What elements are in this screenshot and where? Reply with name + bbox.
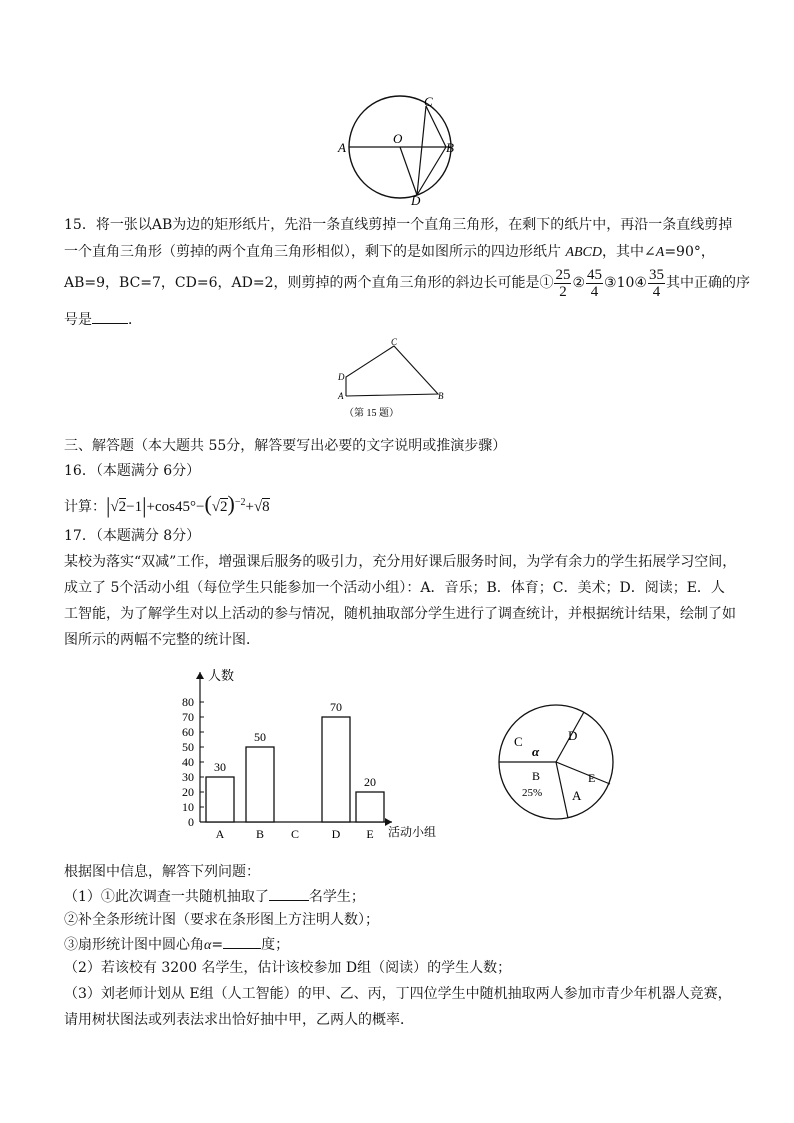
answer-blank[interactable] (92, 309, 128, 324)
y-axis-arrow (196, 672, 204, 679)
y-tick-label: 30 (182, 770, 194, 784)
label-C: C (424, 94, 433, 109)
x-axis-label: 活动小组 (388, 825, 437, 839)
y-tick-label: 70 (182, 710, 194, 724)
pie-slice-B-percent: 25% (522, 787, 543, 799)
fig15-label-B: B (438, 391, 444, 401)
x-tick-label: C (290, 827, 300, 841)
q17-sub-3: （3）刘老师计划从 E组（人工智能）的甲、乙、丙，丁四位学生中随机抽取两人参加市青少年机器人竞赛， (64, 986, 732, 1002)
fig15-label-D: D (338, 372, 345, 382)
bar-D-data-label: 70 (330, 700, 342, 714)
q17-instruction: 根据图中信息，解答下列问题： (64, 864, 260, 880)
label-B: B (446, 140, 454, 155)
q15-line4: 号是 ． (64, 309, 142, 330)
circle-figure (330, 94, 470, 206)
q16-expression: 计算：$|√2-1|+\cos 45^\circ-(√2)^{-2}+√8$ (64, 491, 270, 518)
bar-B-data-label: 50 (254, 730, 266, 744)
fig15-label-A: A (338, 391, 344, 401)
y-tick-label: 10 (182, 800, 194, 814)
pie-slice-D-label: D (568, 728, 578, 743)
q15-line1: 15．将一张以AB为边的矩形纸片，先沿一条直线剪掉一个直角三角形，在剩下的纸片中，再沿一条直线剪掉 (64, 217, 733, 233)
bar-E (356, 792, 384, 822)
q17-sub-3-cont: 请用树状图法或列表法求出恰好抽中甲，乙两人的概率． (64, 1012, 414, 1028)
fig15-caption: （第 15 题） (344, 408, 399, 419)
label-A: A (338, 140, 346, 155)
x-tick-label: D (331, 827, 341, 841)
section-3-heading: 三、解答题（本大题共 55分，解答要写出必要的文字说明或推演步骤） (64, 438, 507, 454)
quadrilateral-figure (334, 336, 454, 420)
pie-slice-B-label: B (532, 769, 541, 783)
bar-A-data-label: 30 (214, 760, 226, 774)
answer-blank-count[interactable] (269, 886, 309, 901)
bar-E-data-label: 20 (364, 775, 376, 789)
pie-chart (494, 700, 618, 824)
pie-slice-C-label: C (514, 734, 523, 749)
bar-D (322, 717, 350, 822)
q16-title: 16．（本题满分 6分） (64, 463, 201, 479)
x-tick-label: B (255, 827, 265, 841)
y-tick-label: 0 (188, 815, 194, 829)
q17-sub-1-3: ③扇形统计图中圆心角α= 度； (64, 934, 289, 956)
fraction-45-4: $\frac{45}{4}$ (587, 266, 603, 300)
label-D: D (411, 193, 421, 206)
y-tick-label: 60 (182, 725, 194, 739)
pie-angle-alpha: α (532, 744, 540, 759)
q15-line2: 一个直角三角形（剪掉的两个直角三角形相似），剩下的是如图所示的四边形纸片 ABCD，其中∠A=90°， (64, 244, 715, 260)
pie-slice-A-label: A (572, 788, 582, 803)
fraction-35-4: $\frac{35}{4}$ (648, 266, 664, 300)
bar-B (246, 747, 274, 822)
answer-blank-angle[interactable] (223, 934, 261, 949)
q17-para-1: 某校为落实“双减”工作，增强课后服务的吸引力，充分用好课后服务时间，为学有余力的学生拓展学习空间， (64, 554, 737, 570)
q17-title: 17．（本题满分 8分） (64, 528, 201, 544)
y-tick-label: 50 (182, 740, 194, 754)
bar-chart (170, 660, 460, 845)
y-tick-label: 40 (182, 755, 194, 769)
fig15-label-C: C (391, 337, 398, 347)
q17-para-4: 图所示的两幅不完整的统计图． (64, 632, 260, 648)
label-O: O (393, 131, 403, 146)
q17-para-2: 成立了 5个活动小组（每位学生只能参加一个活动小组）：A．音乐；B．体育；C．美术；D．阅读；E．人 (64, 580, 725, 596)
q17-para-3: 工智能，为了解学生对以上活动的参与情况，随机抽取部分学生进行了调查统计，并根据统计结果，绘制了如 (64, 606, 736, 622)
y-axis-label: 人数 (208, 668, 235, 683)
y-tick-label: 80 (182, 695, 194, 709)
y-tick-label: 20 (182, 785, 194, 799)
q17-sub-1: （1）①此次调查一共随机抽取了 名学生； (64, 886, 365, 907)
x-tick-label: E (366, 827, 374, 841)
pie-slice-E-label: E (588, 771, 596, 785)
bar-A (206, 777, 234, 822)
q15-line3: AB=9，BC=7，CD=6，AD=2，则剪掉的两个直角三角形的斜边长可能是① $\frac{25}{2}$ ② $\frac{45}{4}$ ③10④ $\frac{35}{4}$ 其中正确的序 (64, 266, 750, 300)
q17-sub-2: （2）若该校有 3200 名学生，估计该校参加 D组（阅读）的学生人数； (64, 960, 512, 976)
q17-sub-1-2: ②补全条形统计图（要求在条形图上方注明人数）； (64, 912, 379, 928)
fraction-25-2: $\frac{25}{2}$ (555, 266, 571, 300)
x-tick-label: A (215, 827, 225, 841)
